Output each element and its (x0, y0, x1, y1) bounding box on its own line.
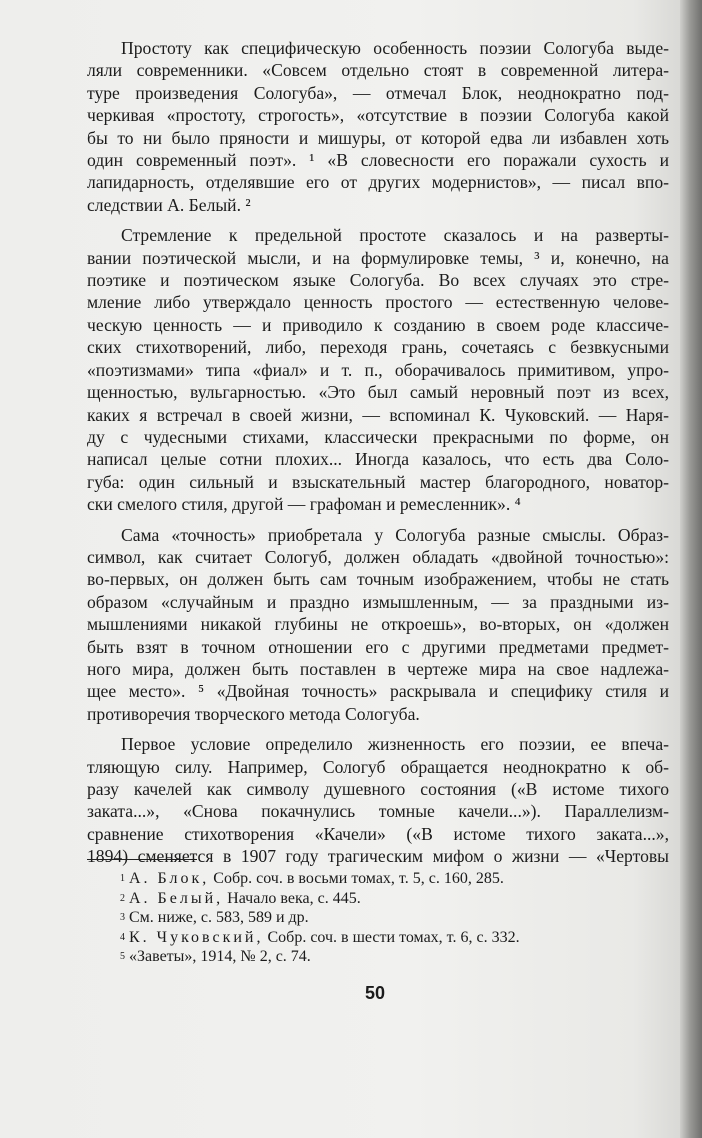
text-line: символ, как считает Сологуб, должен обладать «двойной точностью»: (87, 546, 669, 567)
text-line: каких я встречал в своей жизни, — вспоминал К. Чуковский. — Наря- (87, 404, 669, 425)
text-line: Простоту как специфическую особенность поэзии Сологуба выде- (121, 38, 669, 58)
footnote-author: А. Белый, (129, 889, 224, 907)
page-edge-shadow (680, 0, 702, 1138)
text-line: во-первых, он должен быть сам точным изображением, чтобы не стать (87, 569, 669, 590)
text-line: щее место». ⁵ «Двойная точность» раскрывала и специфику стиля и (87, 681, 669, 702)
text-line: ляли современники. «Совсем отдельно стоят в современной литера- (87, 60, 669, 81)
footnote-1 (120, 869, 600, 889)
text-line: поэтике и поэтическом языке Сологуба. Во всех случаях это стре- (87, 270, 669, 291)
footnote-source: Начало века, с. 445. (227, 889, 361, 907)
footnote-number: 1 (120, 873, 125, 884)
paragraph-1 (87, 37, 669, 216)
text-line: ских стихотворений, либо, переходя грань, сочетаясь с безвкусными (87, 337, 669, 358)
footnote-source: «Заветы», 1914, № 2, с. 74. (129, 948, 311, 965)
text-line: образом «случайным и праздно измышленным, — за праздными из- (87, 591, 669, 612)
text-line: Первое условие определило жизненность его поэзии, ее впеча- (121, 734, 669, 755)
text-line: туре произведения Сологуба», — отмечал Блок, неоднократно под- (87, 82, 669, 103)
text-line: тляющую силу. Например, Сологуб обращается неоднократно к об- (87, 756, 669, 777)
text-line: сравнение стихотворения «Качели» («В истоме тихого заката...», (87, 823, 669, 844)
text-line: ческую ценность — и приводило к созданию в своем роде классиче- (87, 314, 669, 335)
footnote-2 (120, 889, 600, 909)
text-line: черкивая «простоту, строгость», «отсутствие в поэзии Сологуба какой (87, 105, 669, 126)
text-line: ного мира, должен быть поставлен в чертеже мира на свое надлежа- (87, 658, 669, 679)
text-line: заката...», «Снова покачнулись томные качели...»). Параллелизм- (87, 801, 669, 822)
footnote-4 (120, 928, 600, 948)
text-line: мышлениями никакой глубины не откроешь», во-вторых, он «должен (87, 614, 669, 635)
text-line: губа: один сильный и взыскательный мастер благородного, новатор- (87, 471, 669, 492)
footnote-number: 4 (120, 931, 125, 943)
footnote-source: Собр. соч. в восьми томах, т. 5, с. 160, 285. (213, 870, 504, 887)
footnote-source: Собр. соч. в шести томах, т. 6, с. 332. (267, 928, 520, 946)
footnote-3 (120, 908, 600, 928)
text-line: лапидарность, отделявшие его от других модернистов», — писал впо- (87, 172, 669, 193)
footnote-source: См. ниже, с. 583, 589 и др. (129, 909, 309, 926)
text-line: противоречия творческого метода Сологуба. (87, 703, 420, 724)
page-number: 50 (364, 983, 386, 1003)
footnote-author: К. Чуковский, (129, 928, 264, 946)
footnote-number: 5 (120, 951, 125, 962)
text-line: вании поэтической мысли, и на формулировке темы, ³ и, конечно, на (87, 247, 669, 268)
paragraph-4 (87, 733, 669, 867)
text-line: бы то ни было пряности и мишуры, от которой едва ли избавлен хоть (87, 127, 669, 148)
footnote-divider (87, 859, 197, 860)
text-line: один современный поэт». ¹ «В словесности его поражали сухость и (87, 150, 669, 171)
footnotes (120, 869, 600, 967)
footnote-author: А. Блок, (129, 870, 210, 887)
paragraph-2 (87, 224, 669, 515)
body-text (87, 37, 669, 876)
text-line: Сама «точность» приобретала у Сологуба разные смыслы. Образ- (121, 524, 669, 545)
text-line: Стремление к предельной простоте сказалось и на разверты- (121, 225, 669, 246)
text-line: следствии А. Белый. ² (87, 194, 251, 215)
text-line: быть взят в точном отношении его с другими предметами предмет- (87, 636, 669, 657)
footnote-5 (120, 947, 600, 967)
text-line: щенностью, вульгарностью. «Это был самый неровный поэт из всех, (87, 382, 669, 403)
text-line: 1894) сменяется в 1907 году трагическим мифом о жизни — «Чертовы (87, 846, 669, 867)
footnote-number: 2 (120, 892, 125, 904)
text-line: написал целые сотни плохих... Иногда казалось, что есть два Соло- (87, 449, 669, 470)
text-line: «поэтизмами» типа «фиал» и т. п., оборачивалось примитивом, упро- (87, 359, 669, 380)
text-line: ду с чудесными стихами, классически прекрасными по форме, он (87, 426, 669, 447)
paragraph-3 (87, 524, 669, 726)
text-line: разу качелей как символу душевного состояния («В истоме тихого (87, 779, 669, 799)
footnote-number: 3 (120, 912, 125, 923)
text-line: мление либо утверждало ценность простого — естественную челове- (87, 292, 669, 313)
text-line: ски смелого стиля, другой — графоман и ремесленник». ⁴ (87, 494, 521, 515)
